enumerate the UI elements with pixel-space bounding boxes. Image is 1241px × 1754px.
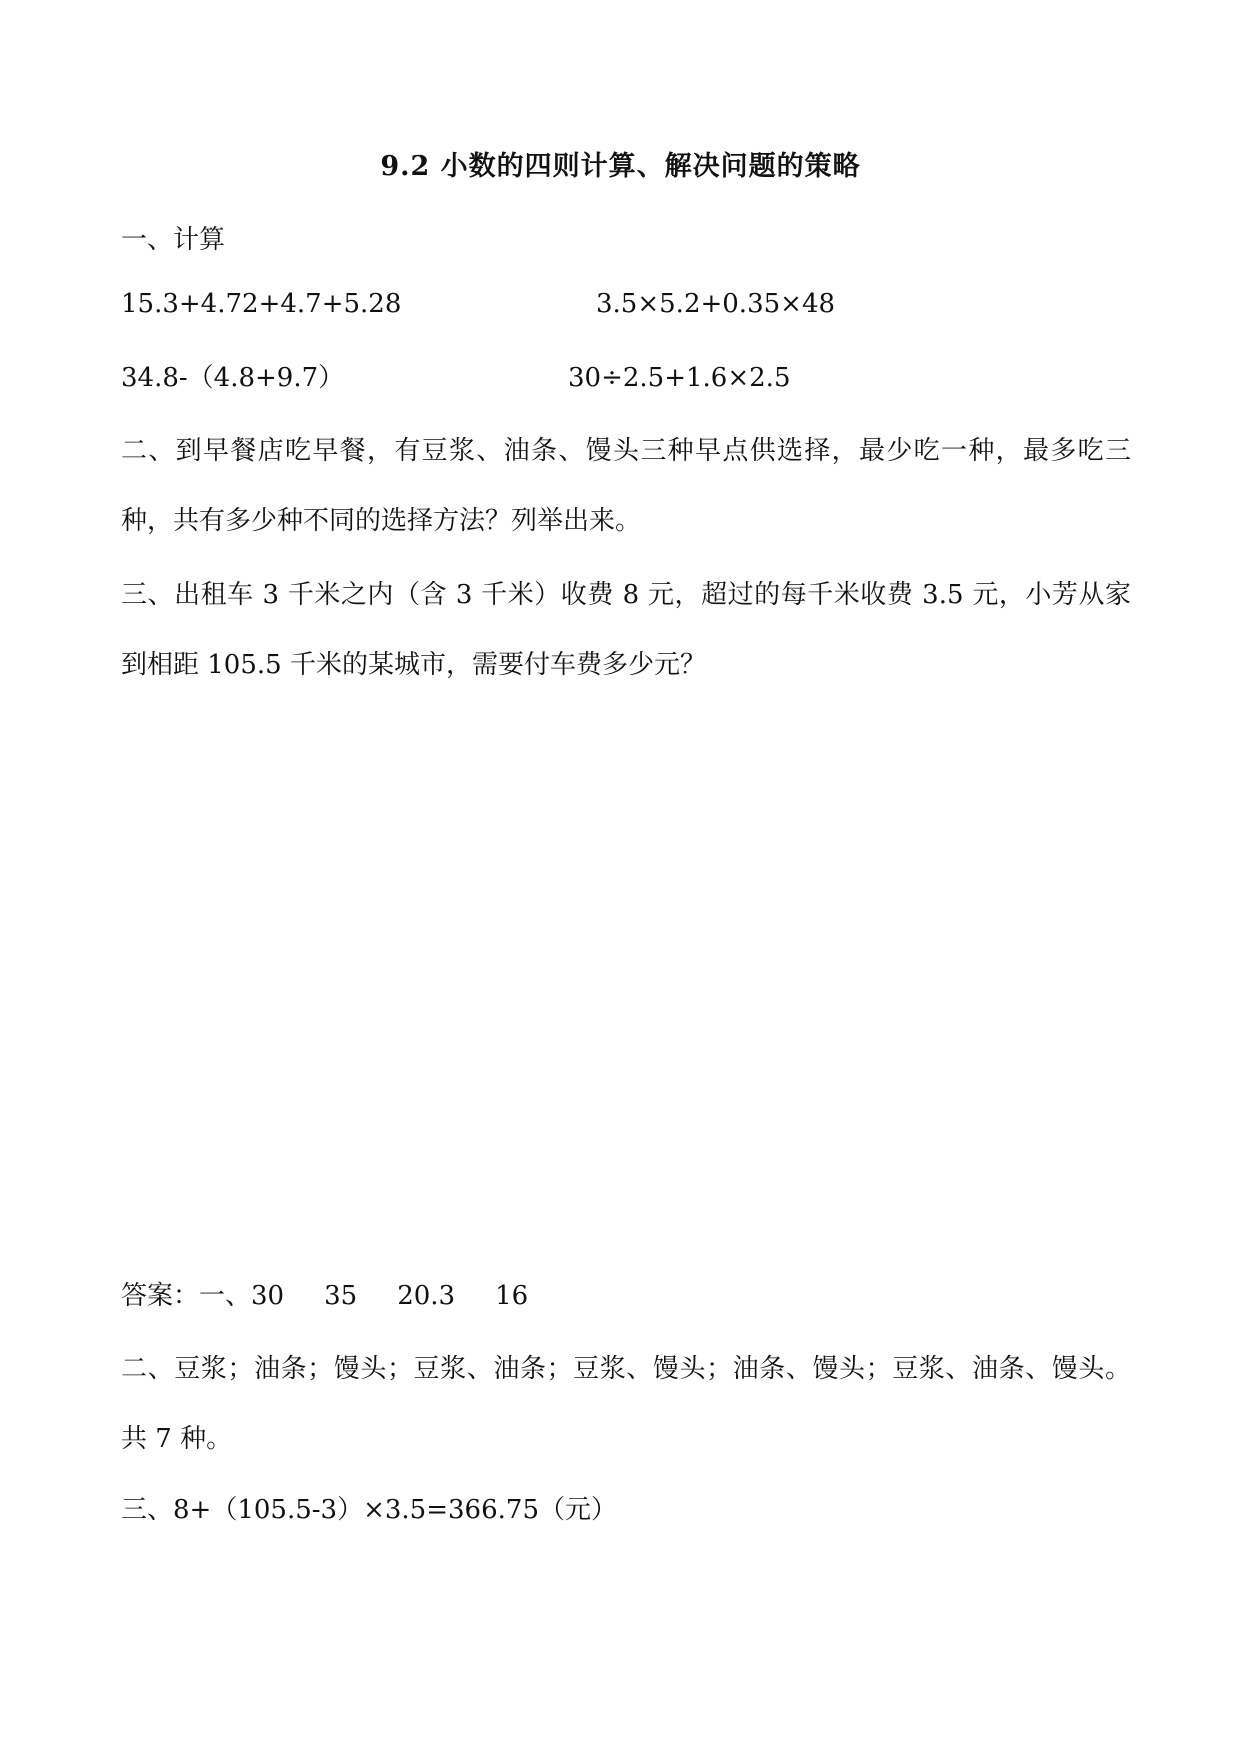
answer-section1: [121, 1278, 568, 1314]
answer-value: 16: [495, 1281, 529, 1311]
answer-section3: 三、8+（105.5-3）×3.5=366.75（元）: [121, 1495, 617, 1525]
problem-1: 15.3+4.72+4.7+5.28: [121, 289, 402, 319]
answer-value: 35: [324, 1281, 358, 1311]
answer-value: 20.3: [397, 1281, 456, 1311]
problem-4: 30÷2.5+1.6×2.5: [568, 363, 791, 393]
section2-question: 二、到早餐店吃早餐，有豆浆、油条、馒头三种早点供选择，最少吃一种，最多吃三种，共有多少种不同的选择方法？列举出来。: [121, 436, 1131, 536]
answer-label: 答案：一、30: [121, 1281, 285, 1311]
problem-2: 3.5×5.2+0.35×48: [596, 289, 836, 319]
problem-3: 34.8-（4.8+9.7）: [121, 363, 345, 393]
section3-question: 三、出租车 3 千米之内（含 3 千米）收费 8 元，超过的每千米收费 3.5 元，小芳从家到相距 105.5 千米的某城市，需要付车费多少元？: [121, 580, 1131, 680]
answer-section2: 二、豆浆；油条；馒头；豆浆、油条；豆浆、馒头；油条、馒头；豆浆、油条、馒头。共 7 种。: [121, 1354, 1131, 1454]
page-title: 9.2 小数的四则计算、解决问题的策略: [380, 151, 861, 182]
section1-heading: 一、计算: [121, 225, 226, 255]
